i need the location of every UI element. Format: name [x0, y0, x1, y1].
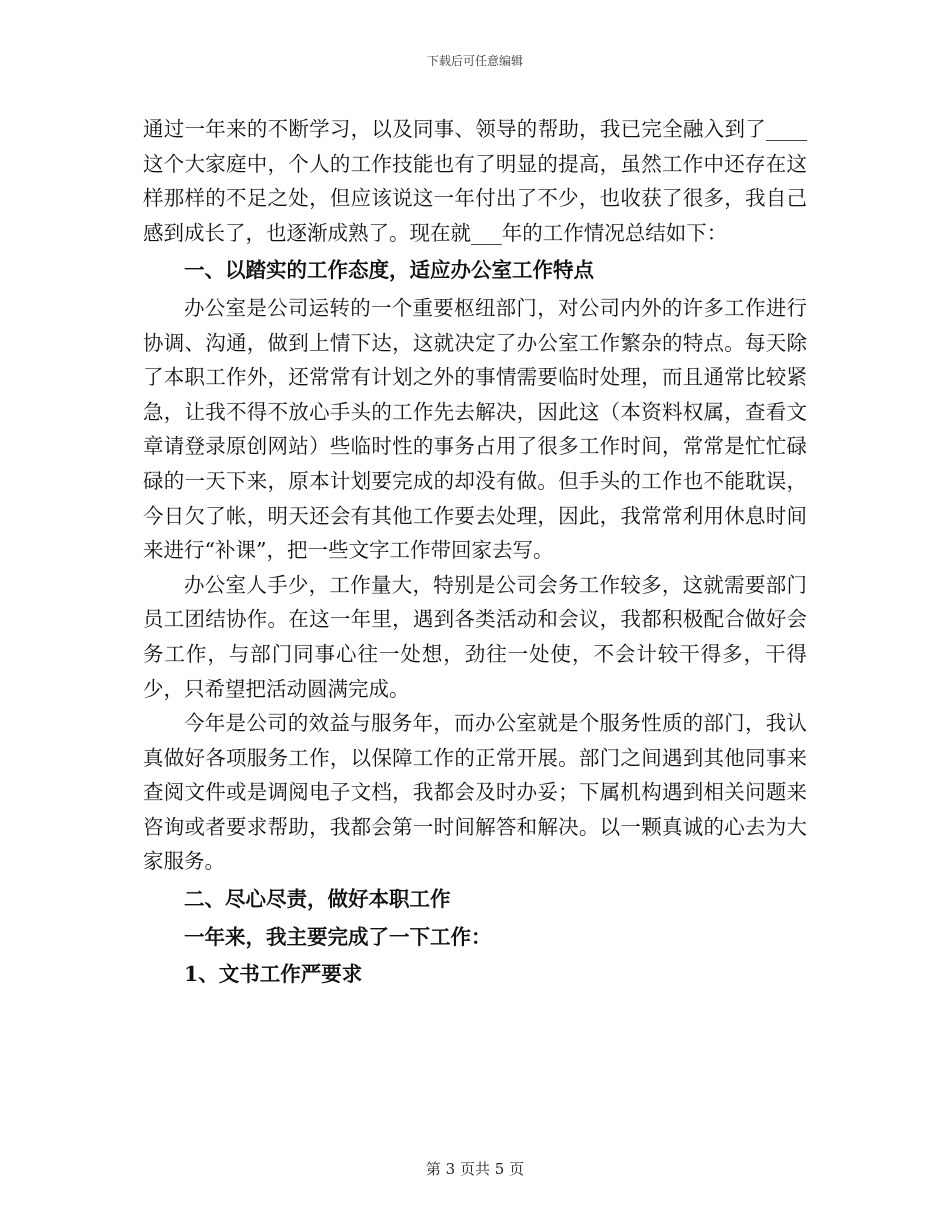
- page-header-note: 下载后可任意编辑: [426, 54, 523, 68]
- section-heading-1: 一、以踏实的工作态度，适应办公室工作特点: [184, 258, 594, 283]
- paragraph-teamwork: 办公室人手少，工作量大，特别是公司会务工作较多，这就需要部门员工团结协作。在这一年里，遇到各类活动和会议，我都积极配合做好会务工作，与部门同事心往一处想，劲往一处使，不会计较干得多，干得少，只希望把活动圆满完成。: [143, 572, 807, 701]
- page-number: 第 3 页共 5 页: [425, 1160, 525, 1178]
- subsection-heading-1: 1、文书工作严要求: [184, 962, 363, 987]
- document-body: [143, 112, 807, 995]
- paragraph-office-characteristics: 办公室是公司运转的一个重要枢纽部门，对公司内外的许多工作进行协调、沟通，做到上情下达，这就决定了办公室工作繁杂的特点。每天除了本职工作外，还常常有计划之外的事情需要临时处理，而且通常比较紧急，让我不得不放心手头的工作先去解决，因此这（本资料权属，查看文章请登录原创网站）些临时性的事务占用了很多工作时间，常常是忙忙碌碌的一天下来，原本计划要完成的却没有做。但手头的工作也不能耽误，今日欠了帐，明天还会有其他工作要去处理，因此，我常常利用休息时间来进行“补课”，把一些文字工作带回家去写。: [143, 295, 807, 563]
- paragraph-service: 今年是公司的效益与服务年，而办公室就是个服务性质的部门，我认真做好各项服务工作，以保障工作的正常开展。部门之间遇到其他同事来查阅文件或是调阅电子文档，我都会及时办妥；下属机构遇到相关问题来咨询或者要求帮助，我都会第一时间解答和解决。以一颗真诚的心去为大家服务。: [143, 711, 807, 874]
- section-heading-2: 二、尽心尽责，做好本职工作: [184, 887, 451, 912]
- paragraph-intro: 通过一年来的不断学习，以及同事、领导的帮助，我已完全融入到了____这个大家庭中，个人的工作技能也有了明显的提高，虽然工作中还存在这样那样的不足之处，但应该说这一年付出了不少，也收获了很多，我自己感到成长了，也逐渐成熟了。现在就___年的工作情况总结如下：: [143, 117, 807, 245]
- subsection-intro: 一年来，我主要完成了一下工作：: [184, 924, 492, 949]
